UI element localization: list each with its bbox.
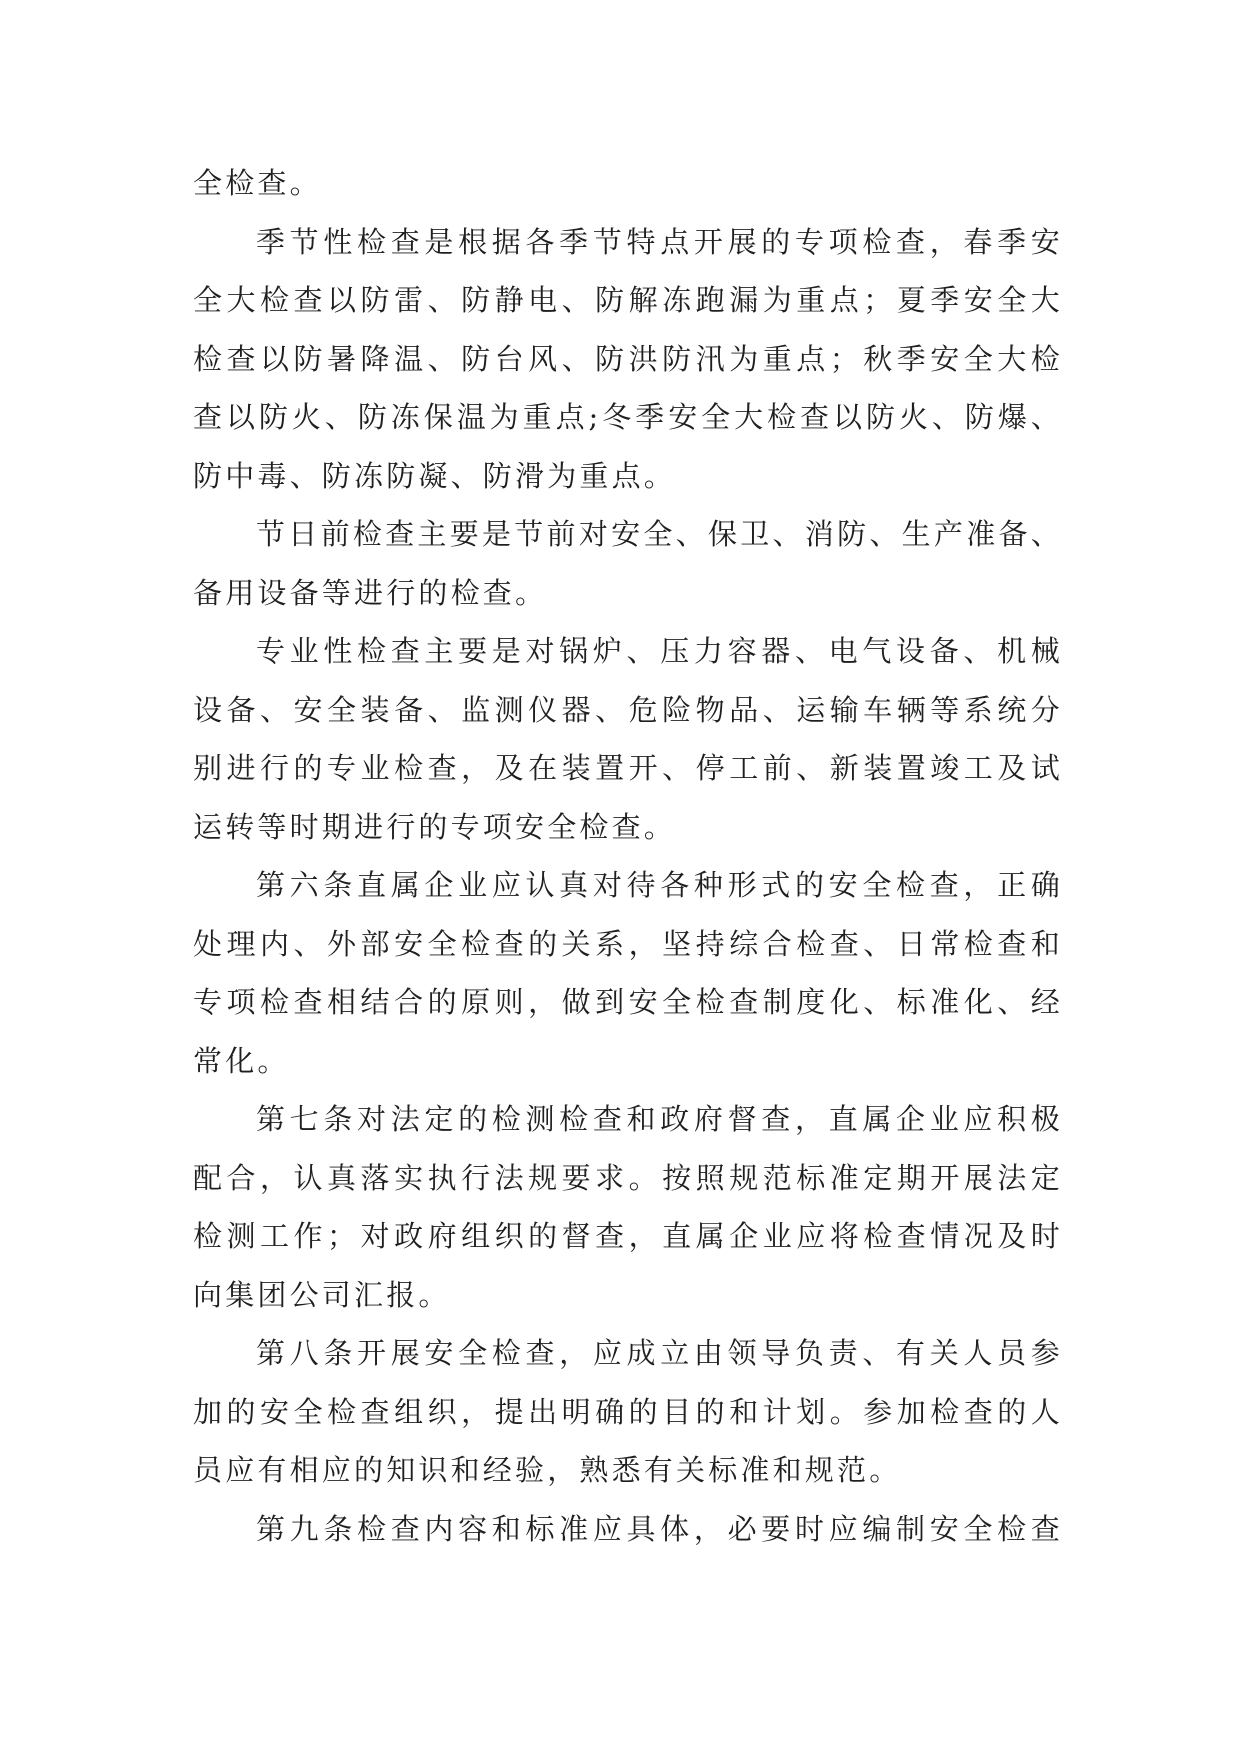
text-line: 检测工作；对政府组织的督查，直属企业应将检查情况及时 xyxy=(193,1219,1063,1253)
text-line: 第九条检查内容和标准应具体，必要时应编制安全检查 xyxy=(256,1511,1063,1546)
text-line: 全检查。 xyxy=(193,166,322,200)
text-line: 备用设备等进行的检查。 xyxy=(193,575,548,610)
text-line: 配合，认真落实执行法规要求。按照规范标准定期开展法定 xyxy=(193,1160,1063,1195)
text-line: 第六条直属企业应认真对待各种形式的安全检查，正确 xyxy=(256,868,1063,902)
text-line: 别进行的专业检查，及在装置开、停工前、新装置竣工及试 xyxy=(193,751,1063,785)
text-line: 第七条对法定的检测检查和政府督查，直属企业应积极 xyxy=(256,1102,1063,1136)
text-line: 第八条开展安全检查，应成立由领导负责、有关人员参 xyxy=(256,1336,1063,1370)
text-line: 加的安全检查组织，提出明确的目的和计划。参加检查的人 xyxy=(193,1394,1063,1429)
text-line: 设备、安全装备、监测仪器、危险物品、运输车辆等系统分 xyxy=(193,692,1063,727)
text-line: 专项检查相结合的原则，做到安全检查制度化、标准化、经 xyxy=(193,985,1063,1019)
text-line: 季节性检查是根据各季节特点开展的专项检查，春季安 xyxy=(256,224,1063,259)
body-text xyxy=(193,154,1063,1558)
text-line: 查以防火、防冻保温为重点;冬季安全大检查以防火、防爆、 xyxy=(193,400,1063,434)
text-line: 向集团公司汇报。 xyxy=(193,1277,451,1312)
text-line: 常化。 xyxy=(193,1043,290,1078)
text-line: 节日前检查主要是节前对安全、保卫、消防、生产准备、 xyxy=(256,517,1063,551)
text-line: 员应有相应的知识和经验，熟悉有关标准和规范。 xyxy=(193,1453,902,1487)
text-line: 检查以防暑降温、防台风、防洪防汛为重点；秋季安全大检 xyxy=(193,341,1063,376)
text-line: 防中毒、防冻防凝、防滑为重点。 xyxy=(193,458,677,493)
text-line: 全大检查以防雷、防静电、防解冻跑漏为重点；夏季安全大 xyxy=(193,283,1063,317)
text-line: 处理内、外部安全检查的关系，坚持综合检查、日常检查和 xyxy=(193,926,1063,961)
text-line: 专业性检查主要是对锅炉、压力容器、电气设备、机械 xyxy=(256,634,1063,668)
text-line: 运转等时期进行的专项安全检查。 xyxy=(193,809,677,844)
